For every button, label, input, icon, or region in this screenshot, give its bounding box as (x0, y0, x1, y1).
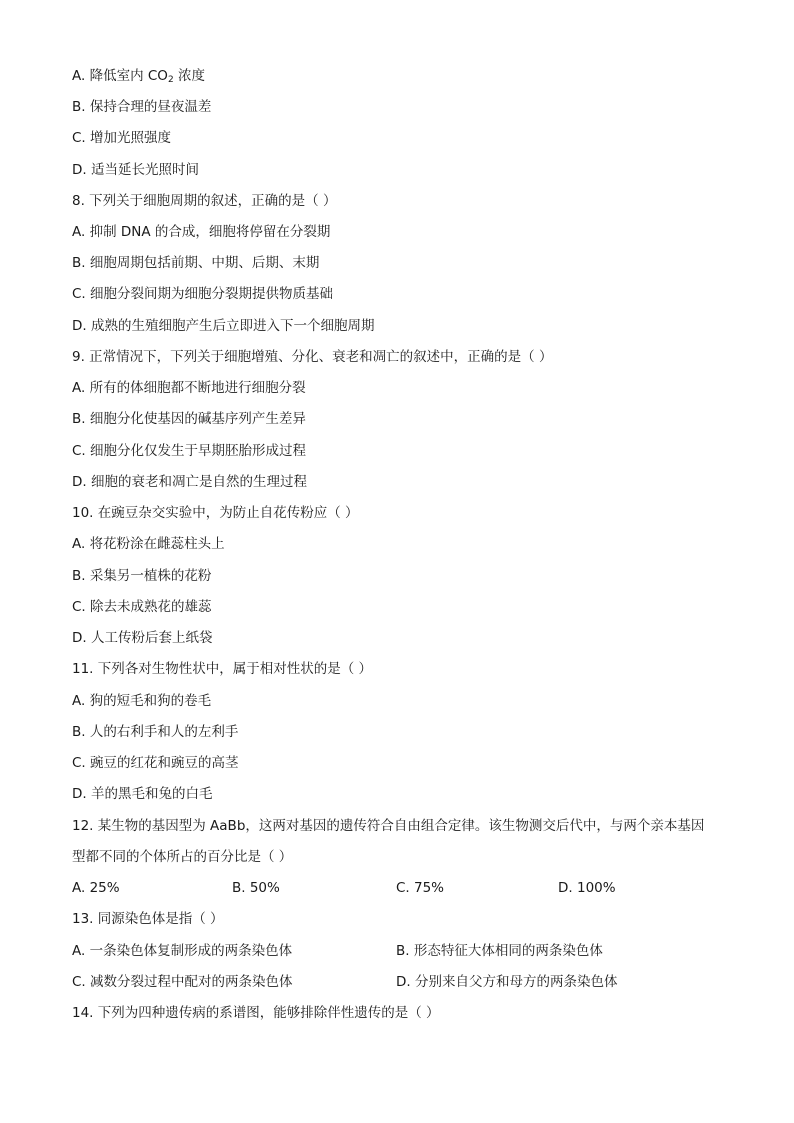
q10-option-c: C. 除去未成熟花的雄蕊 (72, 599, 212, 615)
q11-option-c: C. 豌豆的红花和豌豆的高茎 (72, 755, 239, 771)
q14-stem: 14. 下列为四种遗传病的系谱图，能够排除伴性遗传的是（ ） (72, 1005, 440, 1021)
q13-option-c: C. 减数分裂过程中配对的两条染色体 (72, 974, 293, 990)
q11-option-a: A. 狗的短毛和狗的卷毛 (72, 693, 212, 709)
q12-option-b: B. 50% (232, 880, 280, 896)
q13-option-b: B. 形态特征大体相同的两条染色体 (396, 943, 603, 959)
q13-option-d: D. 分别来自父方和母方的两条染色体 (396, 974, 618, 990)
q12-stem-line1: 12. 某生物的基因型为 AaBb，这两对基因的遗传符合自由组合定律。该生物测交后代中，与两个亲本基因 (72, 818, 705, 834)
q7-option-a-sub: 2 (167, 75, 174, 85)
q10-stem: 10. 在豌豆杂交实验中，为防止自花传粉应（ ） (72, 505, 359, 521)
q11-stem: 11. 下列各对生物性状中，属于相对性状的是（ ） (72, 661, 373, 677)
q11-option-d: D. 羊的黑毛和兔的白毛 (72, 786, 213, 802)
q12-option-a: A. 25% (72, 880, 120, 896)
q8-option-b: B. 细胞周期包括前期、中期、后期、末期 (72, 255, 320, 271)
q7-option-a (72, 67, 205, 89)
q11-option-b: B. 人的右利手和人的左利手 (72, 724, 239, 740)
q7-option-a-post: 浓度 (173, 68, 205, 84)
q8-option-d: D. 成熟的生殖细胞产生后立即进入下一个细胞周期 (72, 318, 375, 334)
q7-option-a-pre: A. 降低室内 CO (72, 68, 168, 84)
q9-option-c: C. 细胞分化仅发生于早期胚胎形成过程 (72, 443, 307, 459)
q10-option-b: B. 采集另一植株的花粉 (72, 568, 212, 584)
q12-stem-line2: 型都不同的个体所占的百分比是（ ） (72, 849, 293, 865)
q13-stem: 13. 同源染色体是指（ ） (72, 911, 224, 927)
q9-option-d: D. 细胞的衰老和凋亡是自然的生理过程 (72, 474, 307, 490)
q9-option-a: A. 所有的体细胞都不断地进行细胞分裂 (72, 380, 306, 396)
q12-option-d: D. 100% (558, 880, 616, 896)
q7-option-b: B. 保持合理的昼夜温差 (72, 99, 212, 115)
q10-option-a: A. 将花粉涂在雌蕊柱头上 (72, 536, 225, 552)
q8-option-c: C. 细胞分裂间期为细胞分裂期提供物质基础 (72, 286, 334, 302)
q7-option-c: C. 增加光照强度 (72, 130, 172, 146)
q9-stem: 9. 正常情况下，下列关于细胞增殖、分化、衰老和凋亡的叙述中，正确的是（ ） (72, 349, 553, 365)
q9-option-b: B. 细胞分化使基因的碱基序列产生差异 (72, 411, 306, 427)
q10-option-d: D. 人工传粉后套上纸袋 (72, 630, 213, 646)
q13-option-a: A. 一条染色体复制形成的两条染色体 (72, 943, 293, 959)
q7-option-d: D. 适当延长光照时间 (72, 162, 199, 178)
q8-option-a: A. 抑制 DNA 的合成，细胞将停留在分裂期 (72, 224, 331, 240)
q12-option-c: C. 75% (396, 880, 445, 896)
q8-stem: 8. 下列关于细胞周期的叙述，正确的是（ ） (72, 193, 337, 209)
